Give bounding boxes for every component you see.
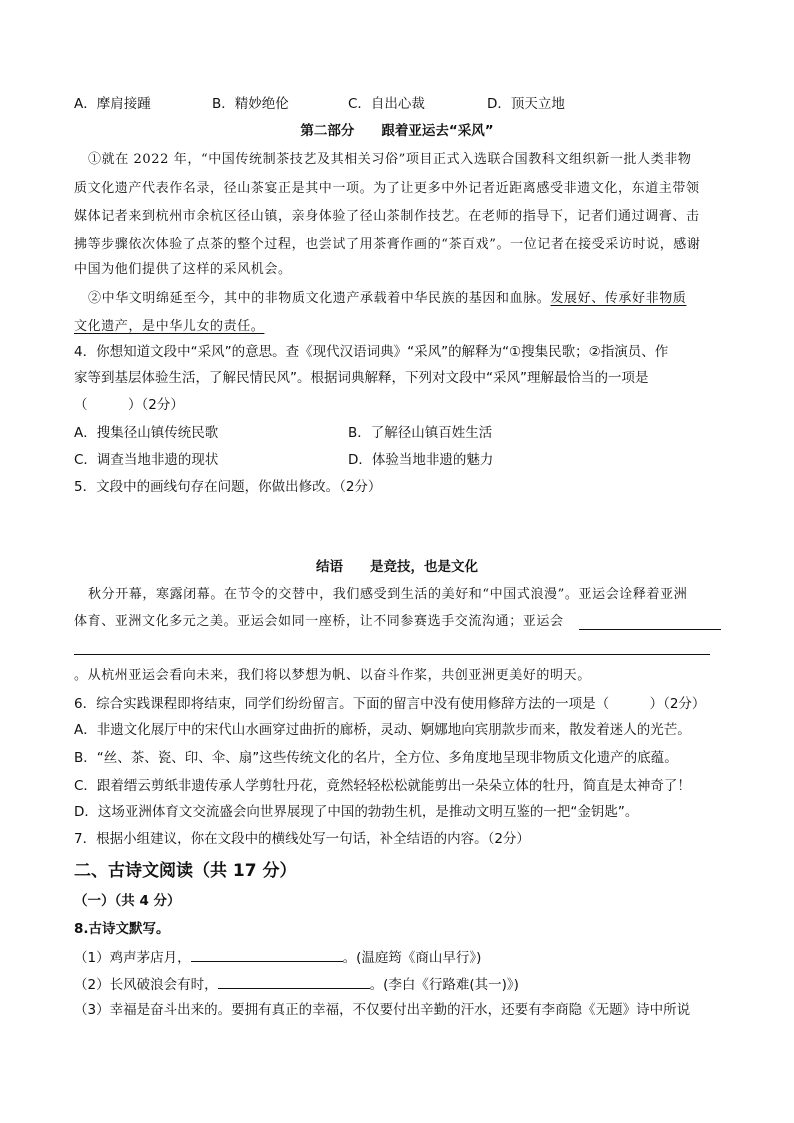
q5-stem: 5．文段中的画线句存在问题，你做出修改。（2分） [74,479,382,495]
q8-item-1-blank[interactable] [191,947,343,962]
q8-item-1-prompt: （1）鸡声茅店月， [74,950,191,966]
part2-p1-line4: 拂等步骤依次体验了点茶的整个过程，也尝试了用茶膏作画的“茶百戏”。一位记者在接受采访时说，感谢 [74,237,701,252]
part2-p1-line5: 中国为他们提供了这样的采风机会。 [74,262,292,277]
part2-p2-line2 [74,318,264,336]
conclusion-line3: 。从杭州亚运会看向未来，我们将以梦想为帆、以奋斗作桨，共创亚洲更美好的明天。 [74,668,591,683]
q8-stem: 8.古诗文默写。 [74,921,170,937]
q8-item-2-prompt: （2）长风破浪会有时， [74,977,218,993]
q6-stem: 6．综合实践课程即将结束，同学们纷纷留言。下面的留言中没有使用修辞方法的一项是（ ）（2分） [74,696,706,712]
q6-option-d: D．这场亚洲体育文交流盛会向世界展现了中国的勃勃生机，是推动文明互鉴的一把“金钥匙”。 [74,804,639,820]
part2-p2-line1 [88,290,686,308]
q8-item-2-blank[interactable] [218,974,370,989]
q3-option-b: B．精妙绝伦 [212,96,289,112]
part2-p2-underlined-sentence: 发展好、传承好非物质 [550,291,687,306]
part2-p2-underlined-sentence-end: 文化遗产，是中华儿女的责任。 [74,319,265,334]
conclusion-line1: 秋分开幕，寒露闭幕。在节令的交替中，我们感受到生活的美好和“中国式浪漫”。亚运会诠释着亚洲 [88,587,688,602]
q4-option-a: A．搜集径山镇传统民歌 [74,425,219,441]
q8-item-3: （3）幸福是奋斗出来的。要拥有真正的幸福，不仅要付出辛勤的汗水，还要有李商隐《无题》诗中所说 [74,1002,691,1018]
section2-subsection: （一）（共 4 分） [74,893,181,909]
conclusion-answer-blank-1[interactable] [579,629,721,630]
conclusion-answer-blank-2[interactable] [74,654,710,655]
part2-heading: 第二部分 跟着亚运去“采风” [300,123,494,139]
q8-item-2-source: 。(李白《行路难(其一)》) [369,977,519,993]
q6-option-b: B．“丝、茶、瓷、印、伞、扇”这些传统文化的名片，全方位、多角度地呈现非物质文化遗产的底蕴。 [74,750,678,766]
q4-answer-bracket: （ ）（2分） [74,397,184,413]
section2-title: 二、古诗文阅读（共 17 分） [74,861,297,881]
q4-stem-line1: 4．你想知道文段中“采风”的意思。查《现代汉语词典》“采风”的解释为“①搜集民歌；②指演员、作 [74,344,669,360]
conclusion-heading: 结语 是竞技，也是文化 [316,559,478,575]
conclusion-line2: 体育、亚洲文化多元之美。亚运会如同一座桥，让不同参赛选手交流沟通；亚运会 [74,614,564,629]
q8-item-1-source: 。(温庭筠《商山早行》) [342,950,482,966]
part2-p2-normal: ②中华文明绵延至今，其中的非物质文化遗产承载着中华民族的基因和血脉。 [88,291,551,306]
part2-p1-line3: 媒体记者来到杭州市余杭区径山镇，亲身体验了径山茶制作技艺。在老师的指导下，记者们通过调膏、击 [74,209,700,224]
q3-option-c: C．自出心裁 [348,96,425,112]
part2-p1-line1: ①就在 2022 年，“中国传统制茶技艺及其相关习俗”项目正式入选联合国教科文组织新一批人类非物 [88,152,692,167]
q8-item-2 [74,974,519,994]
q3-option-d: D．顶天立地 [487,96,565,112]
q6-option-c: C．跟着缙云剪纸非遗传承人学剪牡丹花，竟然轻轻松松就能剪出一朵朵立体的牡丹，简直是太神奇了！ [74,778,691,794]
q4-option-c: C．调查当地非遗的现状 [74,452,219,468]
q4-option-b: B．了解径山镇百姓生活 [348,425,493,441]
q3-option-a: A．摩肩接踵 [74,96,151,112]
q4-option-d: D．体验当地非遗的魅力 [348,452,494,468]
q7-stem: 7．根据小组建议，你在文段中的横线处写一句话，补全结语的内容。（2分） [74,831,530,847]
q6-option-a: A．非遗文化展厅中的宋代山水画穿过曲折的廊桥，灵动、婀娜地向宾朋款步而来，散发着迷人的光芒。 [74,722,691,738]
q4-stem-line2: 家等到基层体验生活，了解民情民风”。根据词典解释，下列对文段中“采风”理解最恰当的一项是 [74,370,649,386]
part2-p1-line2: 质文化遗产代表作名录，径山茶宴正是其中一项。为了让更多中外记者近距离感受非遗文化，东道主带领 [74,181,700,196]
q8-item-1 [74,947,481,967]
